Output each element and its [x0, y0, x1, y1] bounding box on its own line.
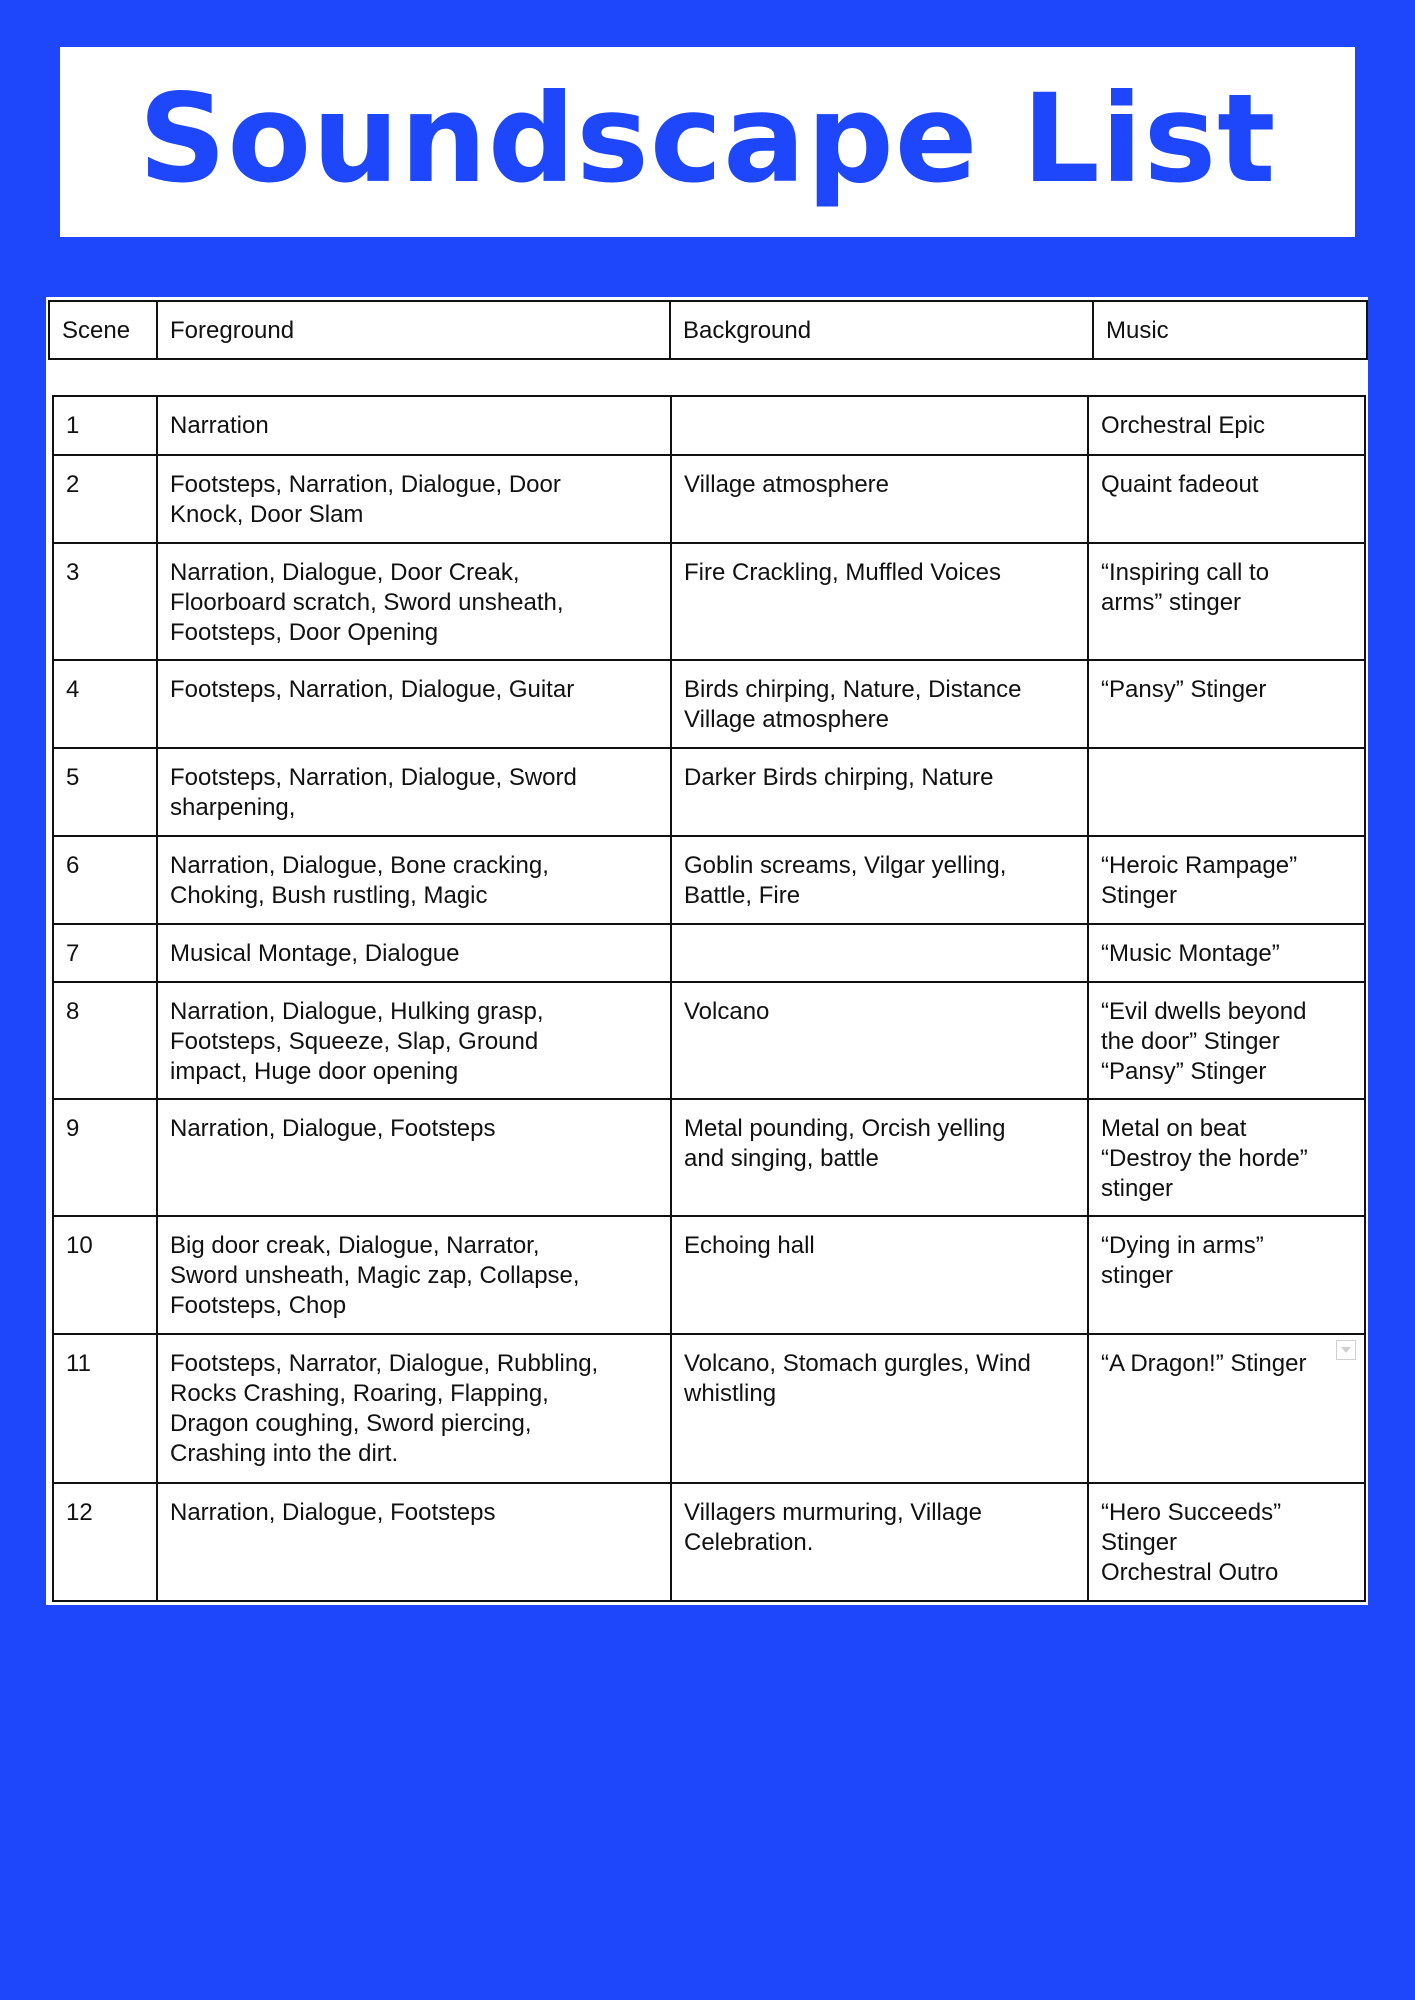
cell-foreground: Musical Montage, Dialogue — [157, 924, 671, 982]
cell-music: “Inspiring call to arms” stinger — [1088, 543, 1365, 660]
table-row — [53, 543, 1365, 660]
cell-music: “Hero Succeeds” Stinger Orchestral Outro — [1088, 1483, 1365, 1601]
header-row — [49, 301, 1367, 359]
table-row — [53, 1334, 1365, 1483]
cell-foreground: Big door creak, Dialogue, Narrator, Sword unsheath, Magic zap, Collapse, Footsteps, Chop — [157, 1216, 671, 1334]
cell-music: “Dying in arms” stinger — [1088, 1216, 1365, 1334]
cell-music: Orchestral Epic — [1088, 396, 1365, 455]
scene-rows — [53, 396, 1365, 1601]
table-row — [53, 660, 1365, 748]
table-row — [53, 924, 1365, 982]
cell-scene: 3 — [53, 543, 157, 660]
table-row — [53, 1483, 1365, 1601]
table-row — [53, 455, 1365, 543]
cell-foreground: Narration, Dialogue, Footsteps — [157, 1099, 671, 1216]
cell-foreground: Footsteps, Narration, Dialogue, Door Knock, Door Slam — [157, 455, 671, 543]
cell-background: Fire Crackling, Muffled Voices — [671, 543, 1088, 660]
table-row — [53, 982, 1365, 1099]
cell-music: “Music Montage” — [1088, 924, 1365, 982]
cell-background: Villagers murmuring, Village Celebration. — [671, 1483, 1088, 1601]
header-scene: Scene — [49, 301, 157, 359]
cell-foreground: Narration, Dialogue, Footsteps — [157, 1483, 671, 1601]
cell-music: Metal on beat “Destroy the horde” stinger — [1088, 1099, 1365, 1216]
header-music: Music — [1093, 301, 1367, 359]
header-background: Background — [670, 301, 1093, 359]
table-row — [53, 396, 1365, 455]
table-row — [53, 1216, 1365, 1334]
cell-scene: 9 — [53, 1099, 157, 1216]
cell-scene: 6 — [53, 836, 157, 924]
cell-music — [1088, 748, 1365, 836]
cell-music: “Evil dwells beyond the door” Stinger “Pansy” Stinger — [1088, 982, 1365, 1099]
cell-scene: 4 — [53, 660, 157, 748]
cell-foreground: Narration, Dialogue, Bone cracking, Choking, Bush rustling, Magic — [157, 836, 671, 924]
cell-scene: 2 — [53, 455, 157, 543]
cell-background: Metal pounding, Orcish yelling and singing, battle — [671, 1099, 1088, 1216]
cell-scene: 11 — [53, 1334, 157, 1483]
cell-music: Quaint fadeout — [1088, 455, 1365, 543]
cell-background: Darker Birds chirping, Nature — [671, 748, 1088, 836]
cell-scene: 5 — [53, 748, 157, 836]
cell-dropdown-icon[interactable] — [1336, 1340, 1356, 1360]
table-row — [53, 836, 1365, 924]
scene-table — [52, 395, 1366, 1602]
cell-foreground: Footsteps, Narrator, Dialogue, Rubbling, Rocks Crashing, Roaring, Flapping, Dragon coughing, Sword piercing, Crashing into the dirt. — [157, 1334, 671, 1483]
table-header — [48, 300, 1368, 360]
cell-foreground: Footsteps, Narration, Dialogue, Sword sharpening, — [157, 748, 671, 836]
cell-foreground: Narration, Dialogue, Door Creak, Floorboard scratch, Sword unsheath, Footsteps, Door Opening — [157, 543, 671, 660]
cell-music: “Heroic Rampage” Stinger — [1088, 836, 1365, 924]
page-title: Soundscape List — [138, 68, 1277, 210]
header-foreground: Foreground — [157, 301, 670, 359]
cell-background: Echoing hall — [671, 1216, 1088, 1334]
cell-background: Volcano, Stomach gurgles, Wind whistling — [671, 1334, 1088, 1483]
cell-scene: 10 — [53, 1216, 157, 1334]
title-banner — [60, 47, 1355, 237]
cell-background — [671, 396, 1088, 455]
cell-background — [671, 924, 1088, 982]
cell-music: “Pansy” Stinger — [1088, 660, 1365, 748]
table-row — [53, 1099, 1365, 1216]
cell-foreground: Narration, Dialogue, Hulking grasp, Footsteps, Squeeze, Slap, Ground impact, Huge door opening — [157, 982, 671, 1099]
cell-scene: 1 — [53, 396, 157, 455]
cell-music: “A Dragon!” Stinger — [1088, 1334, 1365, 1483]
cell-foreground: Footsteps, Narration, Dialogue, Guitar — [157, 660, 671, 748]
cell-foreground: Narration — [157, 396, 671, 455]
cell-scene: 7 — [53, 924, 157, 982]
cell-background: Goblin screams, Vilgar yelling, Battle, Fire — [671, 836, 1088, 924]
cell-background: Village atmosphere — [671, 455, 1088, 543]
table-row — [53, 748, 1365, 836]
cell-background: Volcano — [671, 982, 1088, 1099]
cell-scene: 12 — [53, 1483, 157, 1601]
cell-scene: 8 — [53, 982, 157, 1099]
cell-background: Birds chirping, Nature, Distance Village atmosphere — [671, 660, 1088, 748]
soundscape-sheet — [46, 297, 1368, 1605]
